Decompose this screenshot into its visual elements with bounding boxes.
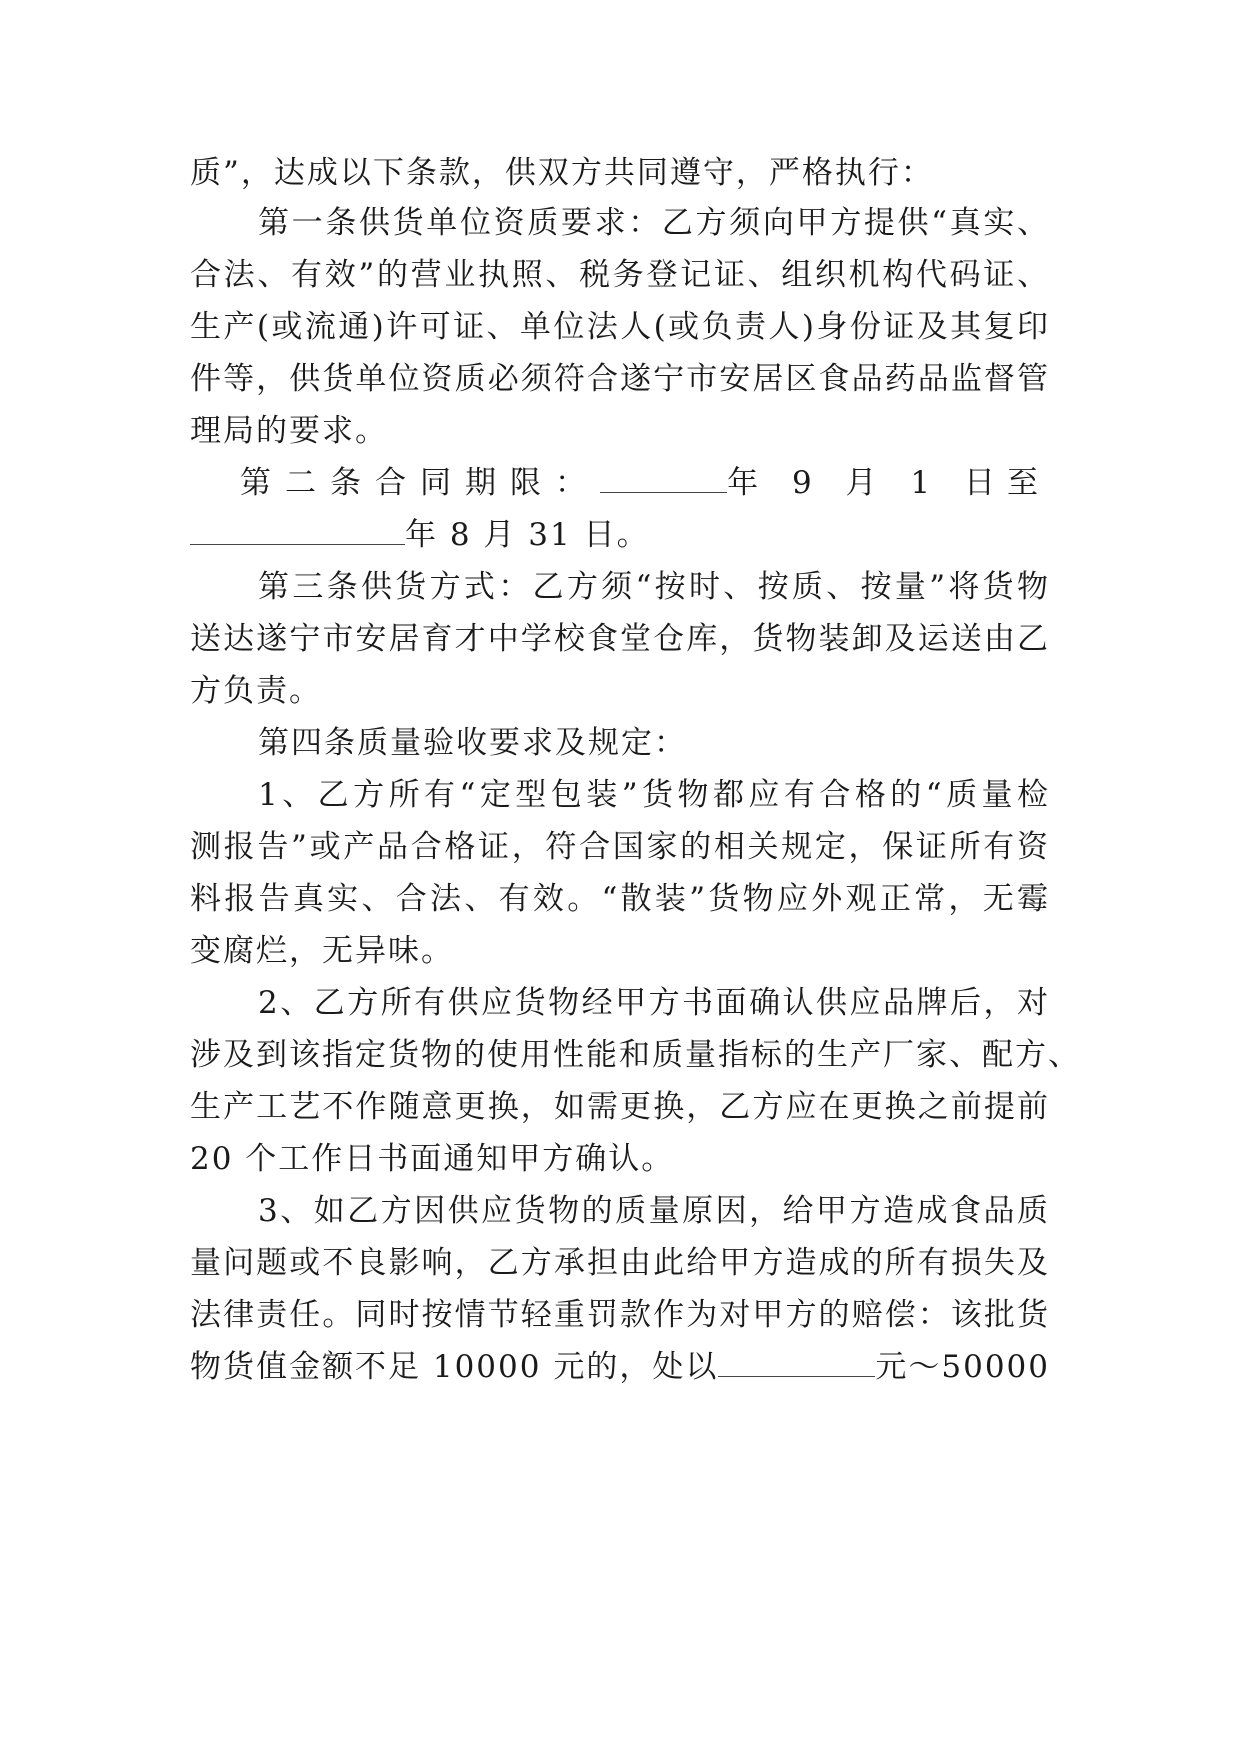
text-line: 涉及到该指定货物的使用性能和质量指标的生产厂家、配方、 [190, 1037, 1081, 1073]
text-line: 送达遂宁市安居育才中学校食堂仓库，货物装卸及运送由乙 [190, 621, 1050, 657]
text-line: 第三条供货方式：乙方须“按时、按质、按量”将货物 [258, 569, 1050, 605]
penalty-line [190, 1347, 1050, 1387]
text-line: 理局的要求。 [190, 413, 388, 449]
contract-term-label: 第二条合同期限： [240, 465, 600, 501]
text-line: 生产(或流通)许可证、单位法人(或负责人)身份证及其复印 [190, 309, 1050, 345]
text-line: 1、乙方所有“定型包装”货物都应有合格的“质量检 [258, 777, 1050, 813]
text-line: 测报告”或产品合格证，符合国家的相关规定，保证所有资 [190, 829, 1050, 865]
contract-term-line [240, 463, 1050, 503]
text-line: 法律责任。同时按情节轻重罚款作为对甲方的赔偿：该批货 [190, 1297, 1050, 1333]
text-line: 质”，达成以下条款，供双方共同遵守，严格执行： [190, 155, 934, 191]
contract-term-start: 年 9 月 1 日至 [727, 465, 1050, 501]
text-line: 量问题或不良影响，乙方承担由此给甲方造成的所有损失及 [190, 1245, 1050, 1281]
text-line: 3、如乙方因供应货物的质量原因，给甲方造成食品质 [258, 1193, 1050, 1229]
text-line: 第一条供货单位资质要求：乙方须向甲方提供“真实、 [258, 205, 1050, 241]
contract-term-end: 年 8 月 31 日。 [405, 517, 650, 553]
text-line: 变腐烂，无异味。 [190, 933, 454, 969]
blank-field [190, 518, 405, 545]
text-line: 生产工艺不作随意更换，如需更换，乙方应在更换之前提前 [190, 1089, 1050, 1125]
text-line: 料报告真实、合法、有效。“散装”货物应外观正常，无霉 [190, 881, 1050, 917]
contract-term-end-line [190, 515, 1050, 555]
penalty-text: 物货值金额不足 10000 元的，处以 [190, 1349, 719, 1385]
blank-field [718, 1350, 875, 1377]
text-line: 件等，供货单位资质必须符合遂宁市安居区食品药品监督管 [190, 361, 1050, 397]
text-line: 第四条质量验收要求及规定： [258, 725, 687, 761]
text-line: 20 个工作日书面通知甲方确认。 [190, 1141, 675, 1177]
text-line: 合法、有效”的营业执照、税务登记证、组织机构代码证、 [190, 257, 1050, 293]
text-line: 方负责。 [190, 673, 322, 709]
penalty-amount: 元～50000 [875, 1349, 1050, 1385]
text-line: 2、乙方所有供应货物经甲方书面确认供应品牌后，对 [258, 985, 1050, 1021]
blank-field [600, 466, 727, 493]
